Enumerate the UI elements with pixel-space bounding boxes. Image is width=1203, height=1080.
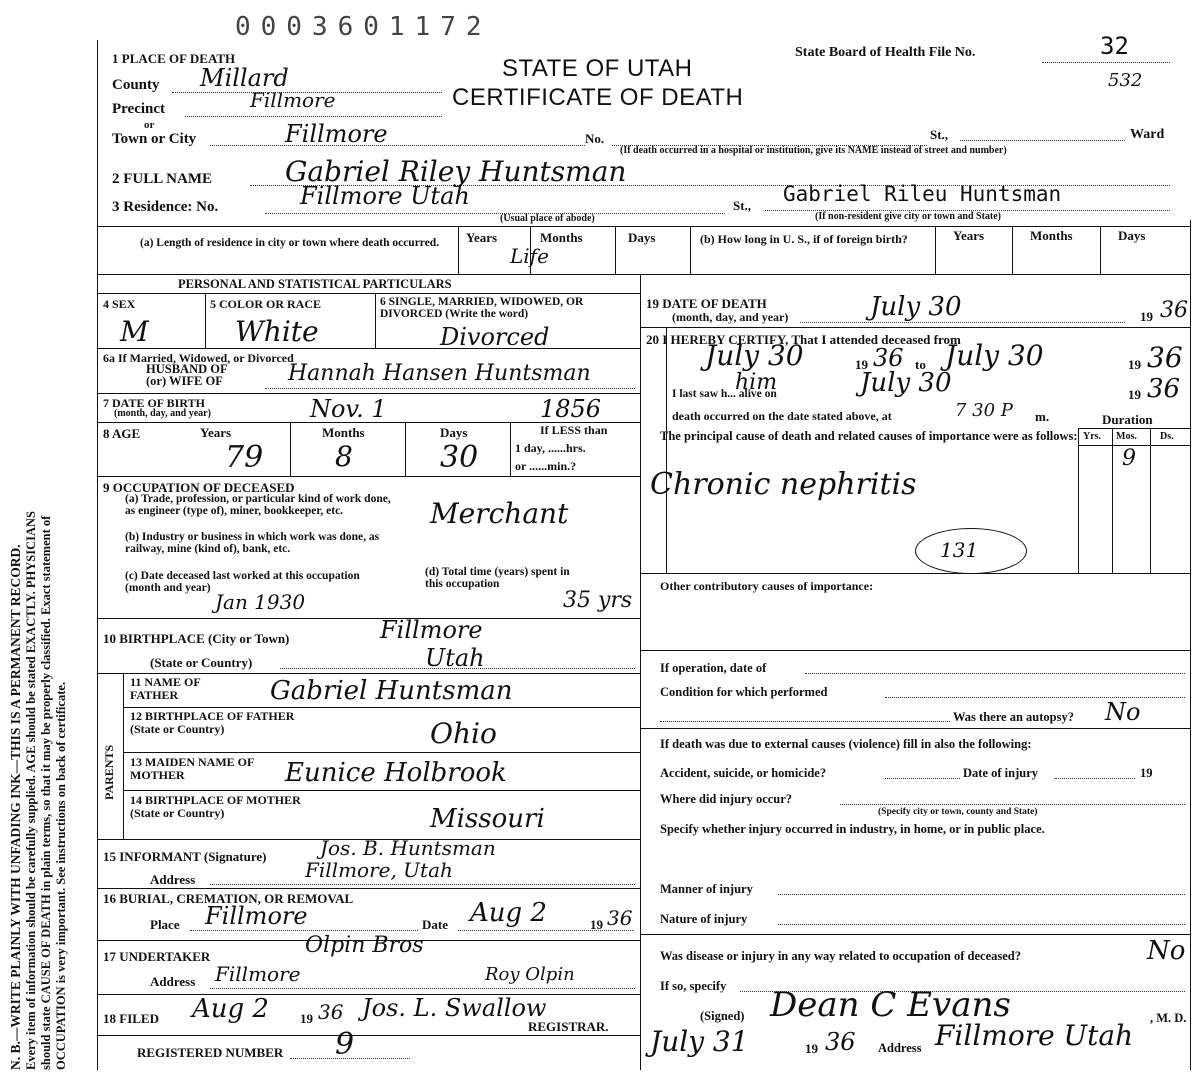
occ-c-value: Jan 1930 — [215, 590, 306, 614]
certify-label: 20 I HEREBY CERTIFY, That I attended deceased from — [646, 332, 961, 347]
state-file-number-2: 532 — [1108, 70, 1143, 91]
injury-date-label: Date of injury — [963, 766, 1038, 780]
principal-text: The principal cause of death and related causes of importance were as follows: — [660, 429, 1078, 443]
if-less-2: 1 day, ......hrs. — [515, 441, 586, 455]
color-label: 5 COLOR OR RACE — [210, 297, 322, 311]
if-less-1: If LESS than — [540, 423, 608, 437]
manner-label: Manner of injury — [660, 882, 753, 896]
occ-d-text: (d) Total time (years) spent in this occupation — [425, 566, 570, 591]
father-label — [130, 676, 250, 701]
registrar-label: REGISTRAR. — [528, 1019, 609, 1034]
spouse-label-2: HUSBAND OF — [146, 362, 228, 376]
undertaker-sign: Roy Olpin — [485, 964, 575, 985]
dod-month-day: July 30 — [870, 292, 962, 322]
months-label: Months — [540, 230, 583, 245]
dod-sub: (month, day, and year) — [672, 310, 789, 324]
residence-value: Fillmore Utah — [300, 182, 470, 210]
signed-year-prefix: 19 — [805, 1041, 818, 1056]
side-line-3: should state CAUSE OF DEATH in plain terms, so that it may be properly classified. Exact statement of — [39, 515, 54, 1070]
mother-bp-text: 14 BIRTHPLACE OF MOTHER (State or Country) — [130, 793, 301, 820]
ds-label: Ds. — [1160, 431, 1174, 442]
birthplace-label: 10 BIRTHPLACE (City or Town) — [103, 631, 290, 646]
duration-label: Duration — [1102, 412, 1153, 427]
occurred-time: 7 30 P — [955, 400, 1013, 421]
us-years-label: Years — [953, 228, 985, 243]
precinct-value: Fillmore — [250, 88, 336, 112]
title-certificate: CERTIFICATE OF DEATH — [452, 84, 744, 111]
side-line-1: N. B.—WRITE PLAINLY WITH UNFADING INK—THIS IS A PERMANENT RECORD. — [8, 544, 23, 1070]
county-label: County — [112, 77, 160, 93]
signed-label: (Signed) — [700, 1009, 745, 1023]
spouse-label-1: 6a If Married, Widowed, or Divorced — [103, 351, 294, 365]
cause-months: 9 — [1122, 446, 1136, 471]
mother-value: Eunice Holbrook — [285, 758, 507, 788]
burial-year-prefix: 19 — [590, 917, 603, 932]
filed-label: 18 FILED — [103, 1011, 159, 1026]
last-saw-value: him — [735, 370, 778, 395]
age-label: 8 AGE — [103, 426, 141, 441]
specify-industry-label: Specify whether injury occurred in industry, in home, or in public place. — [660, 822, 1045, 836]
informant-address-label: Address — [150, 872, 196, 887]
if-less-3: or ......min.? — [515, 459, 577, 473]
dod-prefix: 19 — [1140, 309, 1153, 324]
signed-value: Dean C Evans — [770, 985, 1011, 1025]
marital-label — [380, 296, 638, 320]
disease-occ-value: No — [1147, 936, 1186, 966]
state-file-number: 32 — [1100, 32, 1129, 60]
address-label: Address — [878, 1041, 922, 1055]
mother-label-text: 13 MAIDEN NAME OF MOTHER — [130, 755, 254, 782]
residence-st-label: St., — [733, 198, 752, 213]
days-label: Days — [628, 230, 656, 245]
age-years-value: 79 — [225, 440, 264, 475]
length-label-text: (a) Length of residence in city or town where death occurred. — [140, 237, 440, 249]
length-label — [140, 237, 440, 249]
color-value: White — [235, 315, 319, 348]
length-value: Life — [510, 244, 549, 268]
father-bp-label — [130, 710, 310, 735]
dob-label: 7 DATE OF BIRTH — [103, 396, 205, 410]
parents-label: PARENTS — [102, 744, 116, 800]
hospital-note: (If death occurred in a hospital or institution, give its NAME instead of street and number) — [620, 145, 1007, 156]
attended-from-prefix: 19 — [855, 357, 868, 372]
registered-number: 9 — [335, 1027, 355, 1062]
no-label: No. — [585, 131, 605, 146]
filed-year: 36 — [318, 1000, 344, 1024]
birthplace-city: Fillmore — [380, 616, 483, 644]
marital-text: 6 SINGLE, MARRIED, WIDOWED, OR DIVORCED (Write the word) — [380, 296, 584, 321]
occ-d-label — [425, 566, 590, 590]
certificate-number: 0003601172 — [235, 12, 492, 42]
title-state: STATE OF UTAH — [502, 55, 693, 82]
to-label: to — [915, 357, 926, 372]
informant-address: Fillmore, Utah — [305, 858, 453, 882]
cause-value: Chronic nephritis — [650, 467, 917, 502]
specify-place-note: (Specify city or town, county and State) — [878, 807, 1038, 817]
burial-place: Fillmore — [205, 902, 308, 930]
side-instructions — [8, 30, 69, 1070]
how-long-text: (b) How long in U. S., if of foreign birth? — [700, 232, 908, 246]
registered-label: REGISTERED NUMBER — [137, 1045, 284, 1060]
dob-month-day: Nov. 1 — [310, 395, 387, 423]
signed-date: July 31 — [650, 1025, 749, 1058]
personal-header: PERSONAL AND STATISTICAL PARTICULARS — [178, 277, 452, 291]
father-value: Gabriel Huntsman — [270, 676, 513, 706]
residence-label: 3 Residence: No. — [112, 199, 219, 215]
cause-code: 131 — [940, 538, 979, 562]
dob-sub: (month, day, and year) — [114, 408, 211, 419]
last-saw-date: July 30 — [860, 368, 952, 398]
mother-bp-value: Missouri — [430, 804, 545, 834]
spouse-value: Hannah Hansen Huntsman — [288, 361, 591, 386]
mother-label — [130, 756, 260, 781]
attended-to-prefix: 19 — [1128, 357, 1141, 372]
mos-label: Mos. — [1116, 431, 1137, 442]
typed-full-name: Gabriel Rileu Huntsman — [783, 182, 1062, 206]
injury-year-prefix: 19 — [1140, 766, 1153, 780]
attended-from-year: 36 — [873, 344, 904, 372]
burial-label: 16 BURIAL, CREMATION, OR REMOVAL — [103, 891, 354, 906]
attended-to: July 30 — [945, 339, 1044, 372]
side-line-4: OCCUPATION is very important. See instructions on back of certificate. — [54, 681, 69, 1070]
nonres-note: (If non-resident give city or town and State) — [815, 211, 1002, 222]
precinct-label: Precinct — [112, 101, 166, 117]
last-saw-prefix: 19 — [1128, 387, 1141, 402]
address-value: Fillmore Utah — [935, 1019, 1134, 1052]
st-label: St., — [930, 127, 949, 142]
side-line-2: Every item of information should be carefully supplied. AGE should be stated EXACTLY. PHYSICIANS — [24, 511, 39, 1070]
where-label: Where did injury occur? — [660, 792, 793, 806]
dob-year: 1856 — [540, 395, 602, 423]
dod-year: 36 — [1160, 298, 1188, 323]
marital-value: Divorced — [440, 323, 550, 351]
town-value: Fillmore — [285, 120, 388, 148]
age-years-label: Years — [200, 425, 232, 440]
signed-year: 36 — [825, 1028, 856, 1056]
occ-b-label — [125, 531, 415, 555]
m-label: m. — [1035, 409, 1050, 424]
father-bp-value: Ohio — [430, 717, 497, 750]
undertaker-value: Olpin Bros — [305, 933, 424, 958]
occ-a-label — [125, 493, 395, 517]
sex-value: M — [120, 315, 149, 348]
occ-c-text: (c) Date deceased last worked at this occupation (month and year) — [125, 570, 360, 595]
registrar-sign: Jos. L. Swallow — [362, 994, 547, 1022]
sex-label: 4 SEX — [103, 297, 136, 311]
nature-label: Nature of injury — [660, 912, 748, 926]
burial-date-label: Date — [422, 917, 448, 932]
burial-place-label: Place — [150, 917, 180, 932]
cause-code-circle — [915, 528, 1027, 574]
autopsy-label: Was there an autopsy? — [953, 710, 1074, 724]
state-file-label: State Board of Health File No. — [795, 45, 976, 60]
how-long-label — [700, 233, 930, 246]
occupation-value: Merchant — [430, 497, 569, 530]
or-label: or — [144, 119, 155, 131]
spouse-label-3: (or) WIFE OF — [146, 374, 223, 388]
other-label: Other contributory causes of importance: — [660, 579, 874, 593]
filed-year-prefix: 19 — [300, 1011, 313, 1026]
years-label: Years — [466, 230, 498, 245]
burial-date: Aug 2 — [470, 898, 547, 928]
autopsy-value: No — [1105, 698, 1141, 726]
occ-a-text: (a) Trade, profession, or particular kind of work done, as engineer (type of), miner, bookkeeper, etc. — [125, 493, 391, 518]
mother-bp-label — [130, 794, 310, 819]
age-months-value: 8 — [335, 440, 353, 473]
undertaker-address: Fillmore — [215, 962, 301, 986]
occ-d-value: 35 yrs — [563, 588, 633, 613]
accident-label: Accident, suicide, or homicide? — [660, 766, 827, 780]
us-days-label: Days — [1118, 228, 1146, 243]
county-value: Millard — [200, 64, 289, 92]
burial-year: 36 — [607, 906, 633, 930]
place-of-death-label: 1 PLACE OF DEATH — [112, 51, 236, 66]
operation-label: If operation, date of — [660, 661, 767, 675]
if-so-label: If so, specify — [660, 979, 727, 993]
attended-from: July 30 — [705, 339, 804, 372]
age-months-label: Months — [322, 425, 365, 440]
full-name-value: Gabriel Riley Huntsman — [285, 155, 627, 188]
filed-date: Aug 2 — [192, 994, 269, 1024]
full-name-label: 2 FULL NAME — [112, 171, 213, 187]
last-saw-label: I last saw h... alive on — [672, 388, 777, 400]
undertaker-address-label: Address — [150, 974, 196, 989]
undertaker-label: 17 UNDERTAKER — [103, 949, 211, 964]
occurred-label: death occurred on the date stated above, at — [672, 409, 892, 423]
birthplace-state-label: (State or Country) — [150, 655, 253, 670]
condition-label: Condition for which performed — [660, 685, 828, 699]
town-label: Town or City — [112, 131, 197, 147]
occupation-label: 9 OCCUPATION OF DECEASED — [103, 480, 295, 495]
yrs-label: Yrs. — [1083, 431, 1102, 442]
father-label-text: 11 NAME OF FATHER — [130, 675, 201, 702]
informant-value: Jos. B. Huntsman — [320, 836, 496, 860]
birthplace-state: Utah — [425, 644, 485, 672]
principal-label — [660, 430, 1080, 443]
abode-note: (Usual place of abode) — [500, 213, 595, 224]
external-label: If death was due to external causes (violence) fill in also the following: — [660, 737, 1032, 751]
md-label: , M. D. — [1150, 1011, 1187, 1025]
informant-label: 15 INFORMANT (Signature) — [103, 849, 267, 864]
dod-label: 19 DATE OF DEATH — [646, 296, 767, 311]
last-saw-year: 36 — [1147, 374, 1181, 404]
ward-label: Ward — [1130, 127, 1165, 142]
age-days-label: Days — [440, 425, 468, 440]
age-days-value: 30 — [440, 440, 479, 475]
attended-to-year: 36 — [1147, 341, 1183, 374]
disease-occ-label: Was disease or injury in any way related to occupation of deceased? — [660, 949, 1021, 963]
us-months-label: Months — [1030, 228, 1073, 243]
occ-b-text: (b) Industry or business in which work was done, as railway, mine (kind of), bank, etc. — [125, 531, 380, 556]
father-bp-text: 12 BIRTHPLACE OF FATHER (State or Country) — [130, 709, 295, 736]
